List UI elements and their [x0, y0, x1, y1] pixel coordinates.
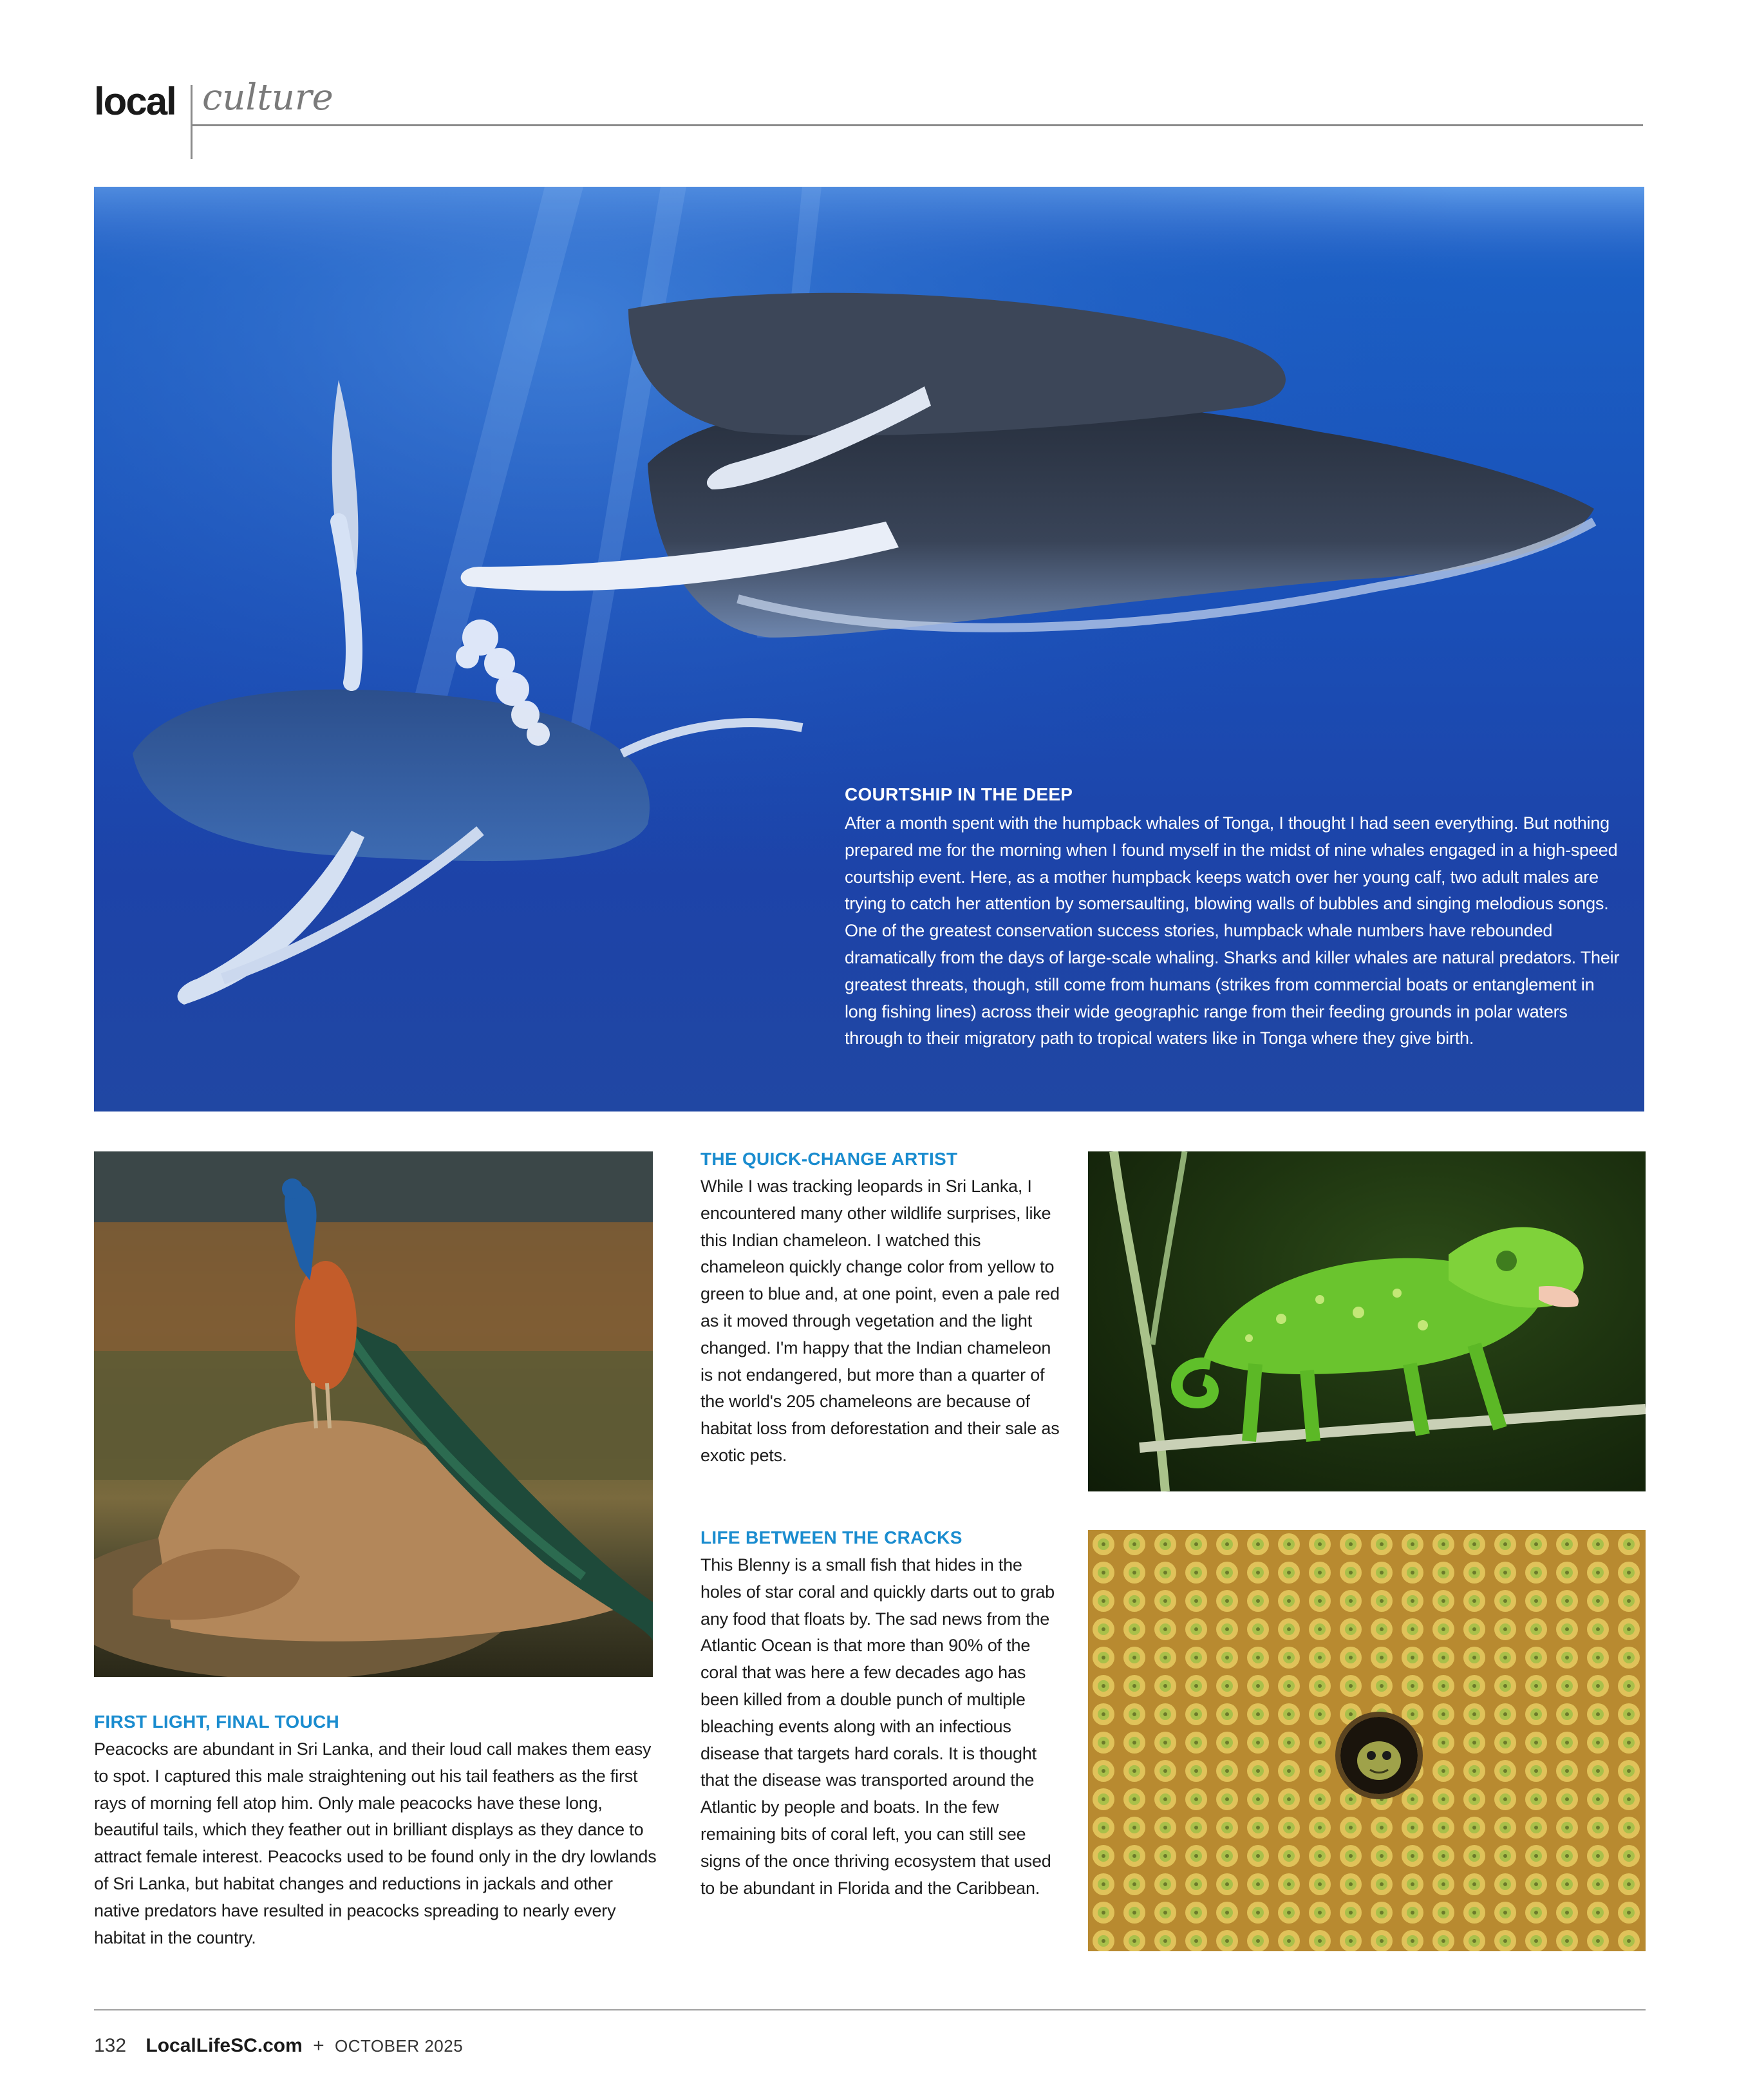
- chameleon-caption: [700, 1149, 1061, 1470]
- whales-caption: [845, 784, 1630, 1052]
- whales-caption-title: COURTSHIP IN THE DEEP: [845, 784, 1073, 804]
- blenny-caption-body: This Blenny is a small fish that hides in the holes of star coral and quickly darts out to grab any food that floats by. The sad news from the Atlantic Ocean is that more than 90% of the coral that was here a few decades ago has been killed from a double punch of multiple bleaching events along with an infectious disease that targets hard corals. It is thought that the disease was transported around the Atlantic by people and boats. In the few remaining bits of coral left, you can still see signs of the once thriving ecosystem that used to be abundant in Florida and the Caribbean.: [700, 1555, 1055, 1898]
- issue-date: OCTOBER 2025: [335, 2036, 464, 2056]
- section-name: culture: [202, 77, 333, 118]
- page-number: 132: [94, 2035, 127, 2056]
- chameleon-caption-body: While I was tracking leopards in Sri Lanka, I encountered many other wildlife surprises, like this Indian chameleon. I watched this chameleon quickly change color from yellow to green to blue and, at one point, even a pale red as it moved through vegetation and the light changed. I'm happy that the Indian chameleon is not endangered, but more than a quarter of the world's 205 chameleons are because of habitat loss from deforestation and their sale as exotic pets.: [700, 1177, 1060, 1465]
- chameleon-caption-title: THE QUICK-CHANGE ARTIST: [700, 1149, 958, 1169]
- header-divider: [191, 85, 192, 159]
- peacock-caption-body: Peacocks are abundant in Sri Lanka, and their loud call makes them easy to spot. I captured this male straightening out his tail feathers as the first rays of morning fell atop him. Only male peacocks have these long, beautiful tails, which they feather out in brilliant displays as they dance to attract female interest. Peacocks used to be found only in the dry lowlands of Sri Lanka, but habitat changes and reductions in jackals and other native predators have resulted in peacocks spreading to nearly every habitat in the country.: [94, 1739, 657, 1947]
- page-footer: [94, 2036, 463, 2056]
- blenny-coral-illustration: [1088, 1530, 1646, 1951]
- footer-separator: +: [313, 2035, 324, 2056]
- site-link[interactable]: LocalLifeSC.com: [146, 2035, 303, 2056]
- peacock-caption-title: FIRST LIGHT, FINAL TOUCH: [94, 1712, 340, 1732]
- header-rule: [191, 124, 1643, 126]
- whales-caption-body: After a month spent with the humpback whales of Tonga, I thought I had seen everything. But nothing prepared me for the morning when I found myself in the midst of nine whales engaged in a high-speed courtship event. Here, as a mother humpback keeps watch over her young calf, two adult males are trying to catch her attention by somersaulting, blowing walls of bubbles and singing melodious songs. One of the greatest conservation success stories, humpback whale numbers have rebounded dramatically from the days of large-scale whaling. Sharks and killer whales are natural predators. Their greatest threats, though, still come from humans (strikes from commercial boats or entanglement in long fishing lines) across their wide geographic range from their feeding grounds in polar waters through to their migratory path to tropical waters like in Tonga where they give birth.: [845, 813, 1620, 1048]
- footer-rule: [94, 2009, 1646, 2010]
- peacock-photo: [94, 1151, 653, 1677]
- section-brand: local: [94, 80, 176, 123]
- blenny-caption-title: LIFE BETWEEN THE CRACKS: [700, 1528, 962, 1547]
- chameleon-illustration: [1088, 1151, 1646, 1491]
- blenny-photo: [1088, 1530, 1646, 1951]
- peacock-illustration: [94, 1151, 653, 1677]
- blenny-caption: [700, 1528, 1061, 1902]
- chameleon-photo: [1088, 1151, 1646, 1491]
- peacock-caption: [94, 1712, 661, 1951]
